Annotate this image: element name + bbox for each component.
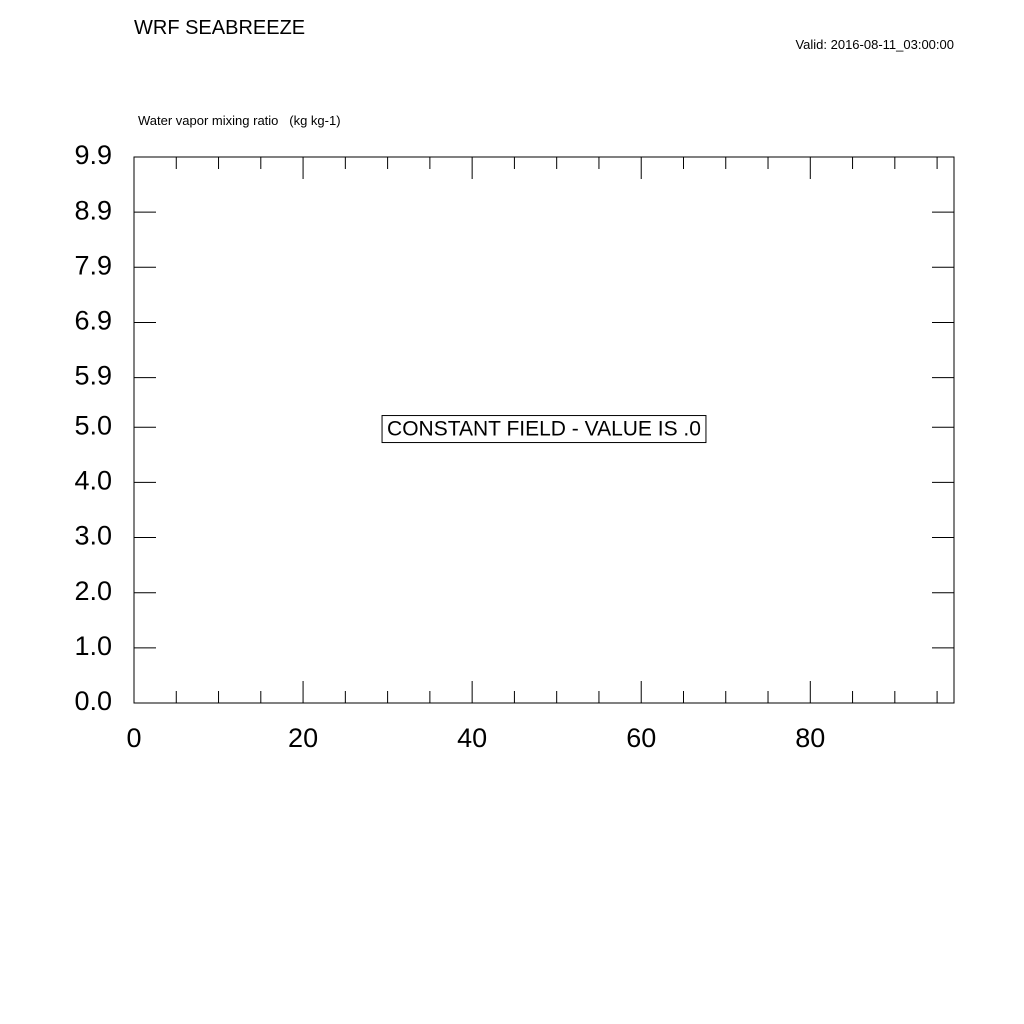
x-tick-labels (126, 723, 825, 753)
x-tick-label: 80 (795, 723, 826, 753)
y-tick-label: 8.9 (74, 195, 112, 226)
y-tick-label: 7.9 (74, 250, 112, 281)
y-tick-label: 3.0 (74, 520, 112, 551)
y-tick-label: 6.9 (74, 305, 112, 336)
y-tick-label: 5.9 (74, 360, 112, 391)
y-tick-label: 0.0 (74, 686, 112, 717)
plot-title: WRF SEABREEZE (134, 17, 306, 39)
x-tick-label: 40 (457, 723, 488, 753)
y-tick-label: 2.0 (74, 575, 112, 606)
y-tick-label: 9.9 (74, 140, 112, 171)
valid-time: Valid: 2016-08-11_03:00:00 (795, 37, 954, 52)
y-tick-label: 4.0 (74, 465, 112, 496)
y-tick-label: 1.0 (74, 630, 112, 661)
constant-field-annotation: CONSTANT FIELD - VALUE IS .0 (387, 417, 701, 441)
x-tick-label: 20 (288, 723, 319, 753)
y-tick-label: 5.0 (74, 410, 112, 441)
field-name: Water vapor mixing ratio (138, 113, 279, 128)
x-tick-label: 60 (626, 723, 657, 753)
y-tick-labels (74, 140, 112, 716)
field-units: (kg kg-1) (289, 113, 341, 128)
x-tick-label: 0 (126, 723, 142, 753)
